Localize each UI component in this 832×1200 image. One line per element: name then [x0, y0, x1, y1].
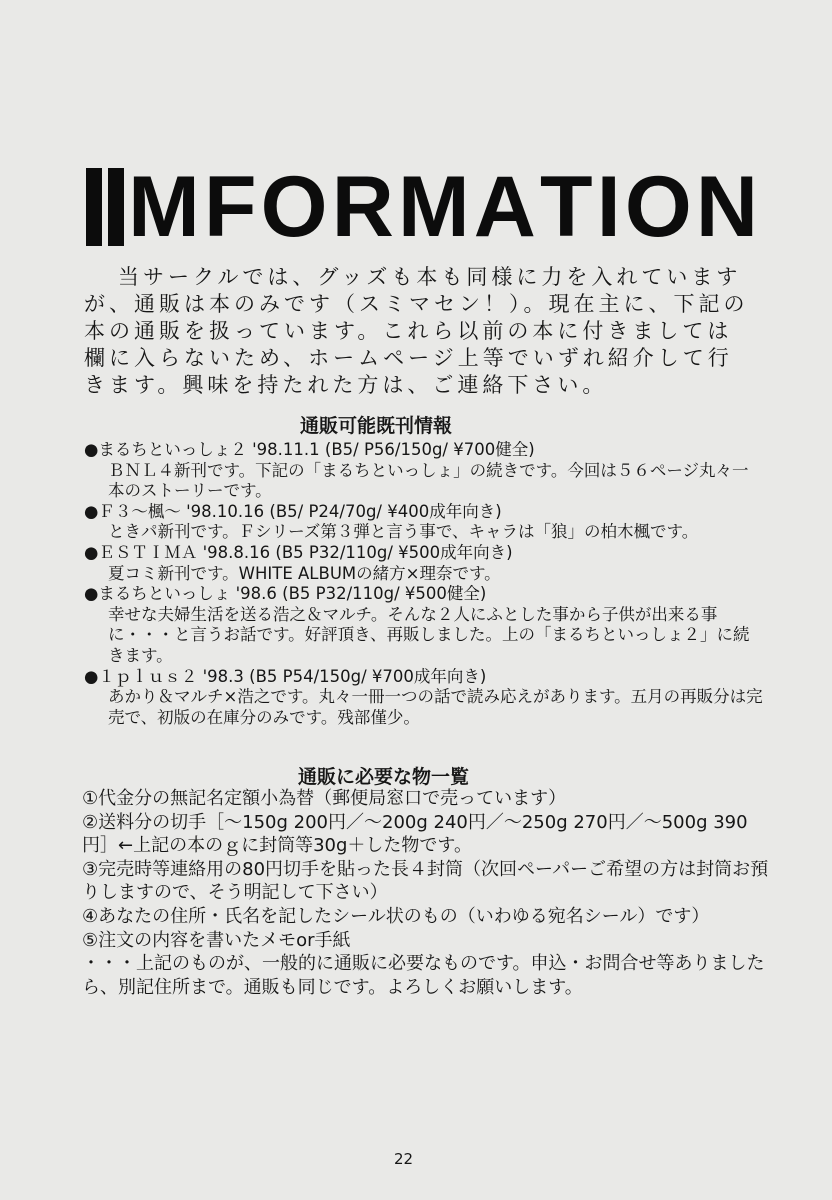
title-letter: I [596, 159, 621, 255]
catalog-item [84, 584, 764, 666]
title-bar-1 [86, 168, 102, 246]
title-letter: R [331, 159, 394, 255]
catalog-item [84, 502, 764, 543]
requirement-item: ③完売時等連絡用の80円切手を貼った長４封筒（次回ペーパーご希望の方は封筒お預りしますので、そう明記して下さい） [82, 858, 769, 904]
catalog-item [84, 667, 764, 729]
title-letter: N [695, 159, 758, 255]
catalog-item-description: ＢＮＬ４新刊です。下記の「まるちといっしょ」の続きです。今回は５６ページ丸々一本のストーリーです。 [108, 460, 749, 501]
requirement-item: ①代金分の無記名定額小為替（郵便局窓口で売っています） [82, 788, 567, 809]
catalog-item-title: ●Ｆ３～楓～ '98.10.16 (B5/ P24/70g/ ¥400成年向き) [84, 501, 502, 521]
title-letter: M [397, 159, 470, 255]
intro-paragraph: 当サークルでは、グッズも本も同様に力を入れていますが、通販は本のみです（スミマセン！）。現在主に、下記の本の通販を扱っています。これら以前の本に付きましては欄に入らないため、ホームページ上等でいずれ紹介して行きます。興味を持たれた方は、ご連絡下さい。 [84, 265, 749, 397]
requirement-item: ⑤注文の内容を書いたメモor手紙 [82, 929, 351, 951]
title-letter: A [473, 159, 536, 255]
title-letter: O [624, 159, 692, 255]
catalog-item [84, 543, 764, 584]
catalog-list [84, 440, 764, 728]
title-bar-2 [108, 168, 124, 246]
title-letter: T [540, 159, 593, 255]
catalog-item-description: ときパ新刊です。Ｆシリーズ第３弾と言う事で、キャラは「狼」の柏木楓です。 [108, 522, 699, 542]
requirement-item: ②送料分の切手［～150g 200円／～200g 240円／～250g 270円／～500g 390円］←上記の本のｇに封筒等30g＋した物です。 [82, 811, 748, 857]
catalog-item-description: あかり＆マルチ×浩之です。丸々一冊一つの話で読み応えがあります。五月の再販分は完売で、初版の在庫分のみです。残部僅少。 [108, 687, 763, 727]
catalog-item-description: 夏コミ新刊です。WHITE ALBUMの緒方×理奈です。 [108, 563, 501, 583]
catalog-item-title: ●まるちといっしょ '98.6 (B5 P32/110g/ ¥500健全) [84, 584, 487, 604]
requirement-note: ・・・上記のものが、一般的に通販に必要なものです。申込・お問合せ等ありましたら、別記住所まで。通販も同じです。よろしくお願いします。 [82, 953, 765, 998]
catalog-heading: 通販可能既刊情報 [300, 415, 453, 437]
title-letter: F [203, 159, 257, 255]
title-letter: M [128, 159, 200, 255]
information-title-banner [86, 159, 758, 255]
requirements-heading: 通販に必要な物一覧 [298, 766, 470, 788]
title-letter: O [260, 159, 328, 255]
title-bars [86, 168, 124, 246]
catalog-item-title: ●１ｐｌｕｓ２ '98.3 (B5 P54/150g/ ¥700成年向き) [84, 666, 487, 686]
requirement-item: ④あなたの住所・氏名を記したシール状のもの（いわゆる宛名シール）です） [82, 905, 710, 927]
catalog-item-title: ●まるちといっしょ２ '98.11.1 (B5/ P56/150g/ ¥700健全) [84, 440, 535, 459]
requirements-list [82, 787, 772, 999]
catalog-item-description: 幸せな夫婦生活を送る浩之＆マルチ。そんな２人にふとした事から子供が出来る事に・・・と言うお話です。好評頂き、再販しました。上の「まるちといっしょ２」に続きます。 [108, 604, 750, 665]
catalog-item-title: ●ＥＳＴＩＭＡ '98.8.16 (B5 P32/110g/ ¥500成年向き) [84, 542, 513, 562]
page-number: 22 [394, 1150, 414, 1168]
catalog-item [84, 440, 764, 502]
